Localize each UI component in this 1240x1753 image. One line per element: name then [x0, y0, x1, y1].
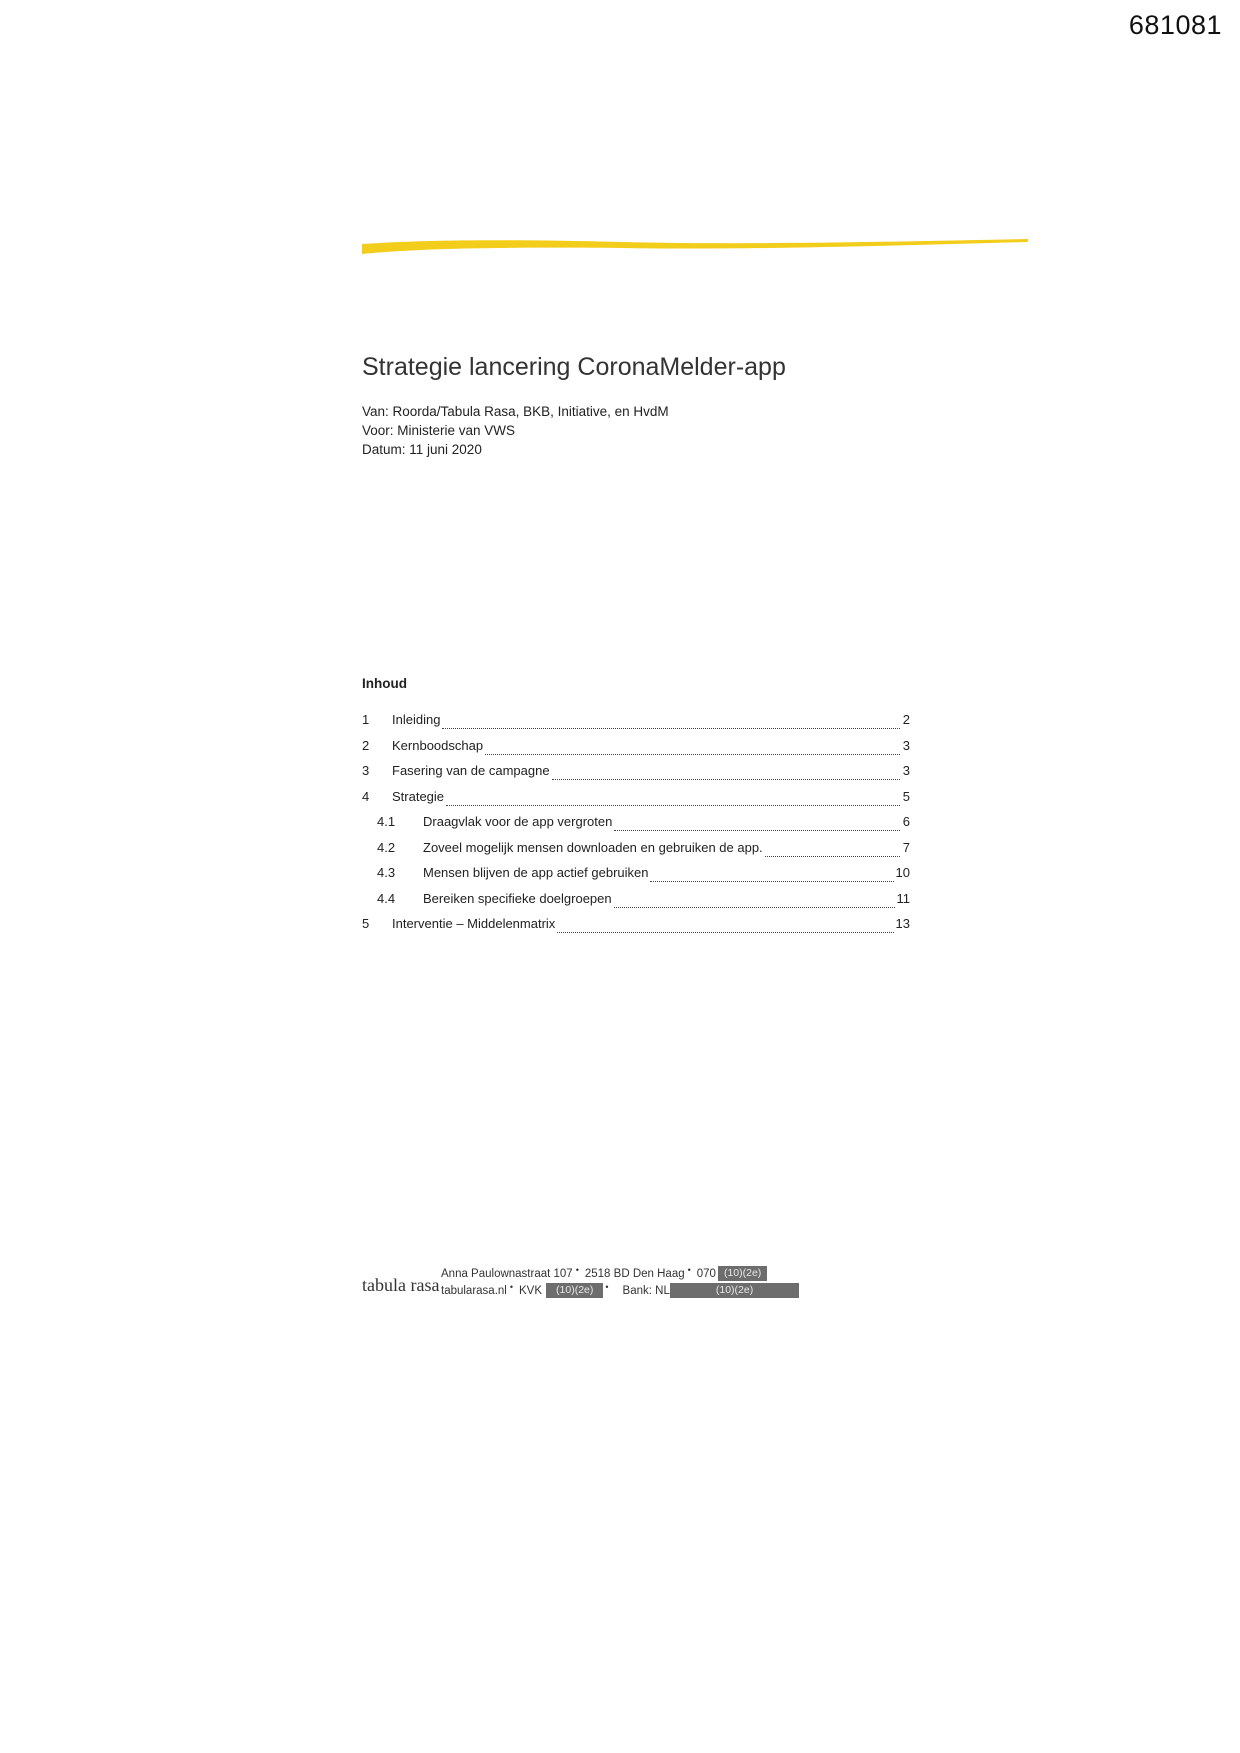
- toc-entry[interactable]: [362, 916, 910, 942]
- toc-entry[interactable]: [362, 738, 910, 764]
- toc-entry[interactable]: [362, 763, 910, 789]
- yellow-brush-stroke: [362, 238, 1028, 256]
- toc-entry-number: 1: [362, 712, 370, 727]
- footer: [362, 1262, 822, 1302]
- footer-address-line: [441, 1266, 767, 1281]
- toc-entry[interactable]: [362, 712, 910, 738]
- toc-entry-page: 11: [896, 890, 910, 906]
- toc-entry-number: 4.4: [377, 890, 396, 906]
- toc-leader-dots: [442, 728, 900, 729]
- toc-leader-dots: [485, 754, 900, 755]
- toc-entry-number: 4.1: [377, 814, 396, 829]
- toc-entry-page: 13: [895, 916, 910, 931]
- toc-entry-label: Kernboodschap: [392, 737, 484, 753]
- toc-entry-label: Bereiken specifieke doelgroepen: [423, 890, 612, 906]
- toc-entry-label: Mensen blijven de app actief gebruiken: [423, 865, 649, 880]
- toc-leader-dots: [614, 830, 900, 831]
- toc-subentry[interactable]: [362, 865, 910, 891]
- toc-leader-dots: [650, 881, 893, 882]
- toc-entry-number: 5: [362, 916, 370, 931]
- footer-separator: •: [605, 1281, 609, 1292]
- footer-street: Anna Paulownastraat 107: [441, 1267, 573, 1280]
- toc-entry-number: 2: [362, 737, 370, 753]
- footer-separator: •: [687, 1264, 691, 1275]
- tabula-rasa-logo: tabula rasa: [362, 1275, 440, 1295]
- toc-entry-page: 7: [902, 839, 910, 855]
- toc-entry-page: 5: [902, 788, 910, 804]
- redaction-box-bank: (10)(2e): [670, 1283, 799, 1298]
- toc-subentry[interactable]: [362, 814, 910, 840]
- table-of-contents: [362, 712, 910, 942]
- meta-van: Van: Roorda/Tabula Rasa, BKB, Initiative, en HvdM: [362, 404, 669, 419]
- redaction-box-kvk: (10)(2e): [546, 1283, 603, 1298]
- toc-leader-dots: [557, 932, 893, 933]
- footer-kvk-label: KVK: [519, 1284, 543, 1297]
- toc-entry-page: 3: [902, 763, 910, 778]
- toc-entry-label: Fasering van de campagne: [392, 763, 550, 778]
- toc-heading: Inhoud: [362, 676, 407, 691]
- toc-entry-label: Interventie – Middelenmatrix: [392, 916, 556, 931]
- toc-subentry[interactable]: [362, 840, 910, 866]
- toc-entry-number: 4.2: [377, 839, 396, 855]
- document-title: Strategie lancering CoronaMelder-app: [362, 352, 786, 381]
- toc-leader-dots: [614, 907, 895, 908]
- toc-leader-dots: [765, 856, 900, 857]
- toc-entry-page: 2: [902, 712, 910, 727]
- redaction-box-phone: (10)(2e): [718, 1266, 767, 1281]
- footer-phone-prefix: 070: [696, 1267, 716, 1280]
- toc-leader-dots: [552, 779, 900, 780]
- footer-separator: •: [509, 1281, 514, 1292]
- footer-bank-label: Bank: NL: [622, 1284, 670, 1297]
- toc-entry-label: Zoveel mogelijk mensen downloaden en gebruiken de app.: [423, 839, 763, 855]
- toc-entry[interactable]: [362, 789, 910, 815]
- toc-entry-number: 4: [362, 788, 370, 804]
- toc-entry-label: Draagvlak voor de app vergroten: [423, 814, 613, 829]
- toc-subentry[interactable]: [362, 891, 910, 917]
- toc-entry-number: 4.3: [377, 865, 396, 880]
- meta-voor: Voor: Ministerie van VWS: [362, 423, 516, 438]
- document-number: 681081: [1128, 10, 1222, 40]
- footer-postcode-city: 2518 BD Den Haag: [584, 1267, 685, 1280]
- toc-entry-page: 3: [902, 737, 910, 753]
- toc-leader-dots: [446, 805, 900, 806]
- document-meta: [362, 402, 669, 459]
- footer-website[interactable]: tabularasa.nl: [441, 1284, 507, 1297]
- footer-registration-line: [441, 1283, 799, 1298]
- toc-entry-label: Strategie: [392, 788, 445, 804]
- toc-entry-page: 6: [902, 814, 910, 829]
- toc-entry-page: 10: [895, 865, 910, 880]
- toc-entry-label: Inleiding: [392, 712, 441, 727]
- footer-separator: •: [575, 1264, 579, 1275]
- toc-entry-number: 3: [362, 763, 370, 778]
- meta-datum: Datum: 11 juni 2020: [362, 442, 482, 457]
